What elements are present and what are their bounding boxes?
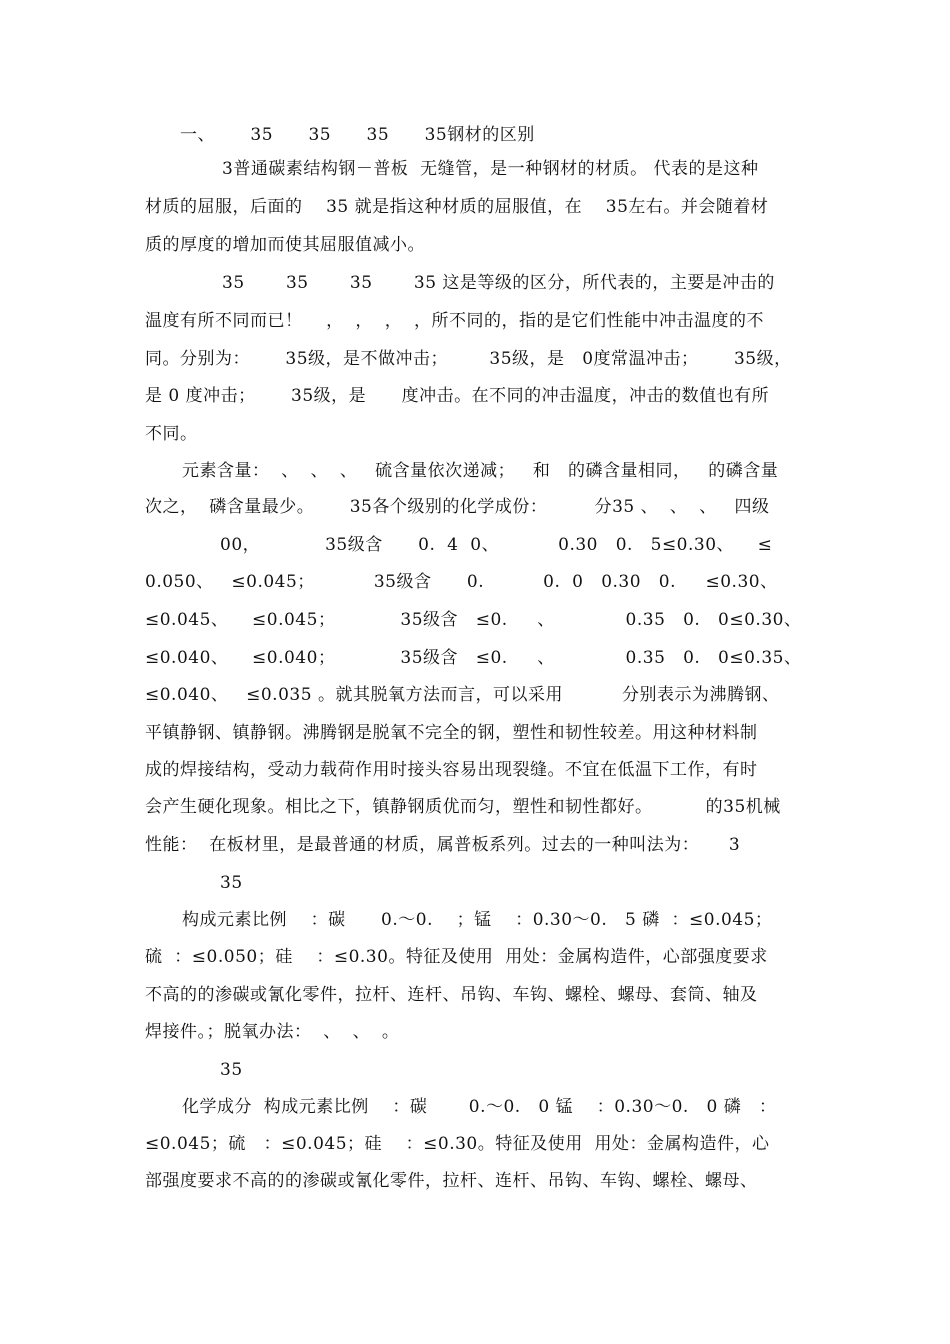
paragraph-line: 不高的的渗碳或氰化零件，拉杆、连杆、吊钩、车钩、螺栓、螺母、套筒、轴及 bbox=[145, 985, 758, 1005]
paragraph-line: 0.050、 ≤0.045； 35级含 0. 0. 0 0.30 0. ≤0.30、 bbox=[145, 572, 778, 592]
paragraph-line: 质的厚度的增加而使其屈服值减小。 bbox=[145, 235, 425, 255]
paragraph-line: 温度有所不同而已！ ， ， ， ，所不同的，指的是它们性能中冲击温度的不 bbox=[145, 311, 765, 331]
paragraph-line: 硫 ：≤0.050；硅 ：≤0.30。特征及使用 用处：金属构造件，心部强度要求 bbox=[145, 947, 768, 967]
paragraph-line: 00， 35级含 0. 4 0、 0.30 0. 5≤0.30、 ≤ bbox=[220, 535, 773, 555]
paragraph-line: 次之， 磷含量最少。 35各个级别的化学成份： 分35 、 、 、 四级 bbox=[145, 497, 770, 517]
paragraph-line: 不同。 bbox=[145, 424, 198, 444]
grade-label: 35 bbox=[220, 1060, 243, 1080]
paragraph-line: 成的焊接结构，受动力载荷作用时接头容易出现裂缝。不宜在低温下工作，有时 bbox=[145, 760, 758, 780]
paragraph-line: ≤0.045；硫 ：≤0.045；硅 ：≤0.30。特征及使用 用处：金属构造件，心 bbox=[145, 1134, 770, 1154]
paragraph-line: 材质的屈服，后面的 35 就是指这种材质的屈服值，在 35左右。并会随着材 bbox=[145, 197, 769, 217]
paragraph-line: 部强度要求不高的的渗碳或氰化零件，拉杆、连杆、吊钩、车钩、螺栓、螺母、 bbox=[145, 1171, 758, 1191]
paragraph-line: 会产生硬化现象。相比之下，镇静钢质优而匀，塑性和韧性都好。 的35机械 bbox=[145, 797, 781, 817]
paragraph-line: 构成元素比例 ：碳 0.～0. ；锰 ：0.30～0. 5 磷 ：≤0.045； bbox=[182, 910, 773, 930]
paragraph-line: 平镇静钢、镇静钢。沸腾钢是脱氧不完全的钢，塑性和韧性较差。用这种材料制 bbox=[145, 723, 758, 743]
paragraph-line: 是 0 度冲击； 35级，是 度冲击。在不同的冲击温度，冲击的数值也有所 bbox=[145, 386, 770, 406]
paragraph-line: 性能： 在板材里，是最普通的材质，属普板系列。过去的一种叫法为： 3 bbox=[145, 835, 741, 855]
paragraph-line: 焊接件。；脱氧办法： 、 、 。 bbox=[145, 1022, 400, 1042]
heading-line: 一、 35 35 35 35钢材的区别 bbox=[180, 125, 535, 145]
paragraph-line: ≤0.040、 ≤0.035 。就其脱氧方法而言，可以采用 分别表示为沸腾钢、 bbox=[145, 685, 780, 705]
paragraph-line: 同。分别为： 35级，是不做冲击； 35级，是 0度常温冲击； 35级， bbox=[145, 349, 792, 369]
grade-label: 35 bbox=[220, 873, 243, 893]
paragraph-line: ≤0.045、 ≤0.045； 35级含 ≤0. 、 0.35 0. 0≤0.30、 bbox=[145, 610, 802, 630]
paragraph-line: 35 35 35 35 这是等级的区分，所代表的，主要是冲击的 bbox=[222, 273, 775, 293]
paragraph-line: 化学成分 构成元素比例 ：碳 0.～0. 0 锰 ：0.30～0. 0 磷 ： bbox=[182, 1097, 777, 1117]
paragraph-line: 元素含量： 、 、 、 硫含量依次递减； 和 的磷含量相同， 的磷含量 bbox=[182, 461, 779, 481]
paragraph-line: 3普通碳素结构钢－普板 无缝管，是一种钢材的材质。 代表的是这种 bbox=[222, 159, 759, 179]
paragraph-line: ≤0.040、 ≤0.040； 35级含 ≤0. 、 0.35 0. 0≤0.35、 bbox=[145, 648, 802, 668]
